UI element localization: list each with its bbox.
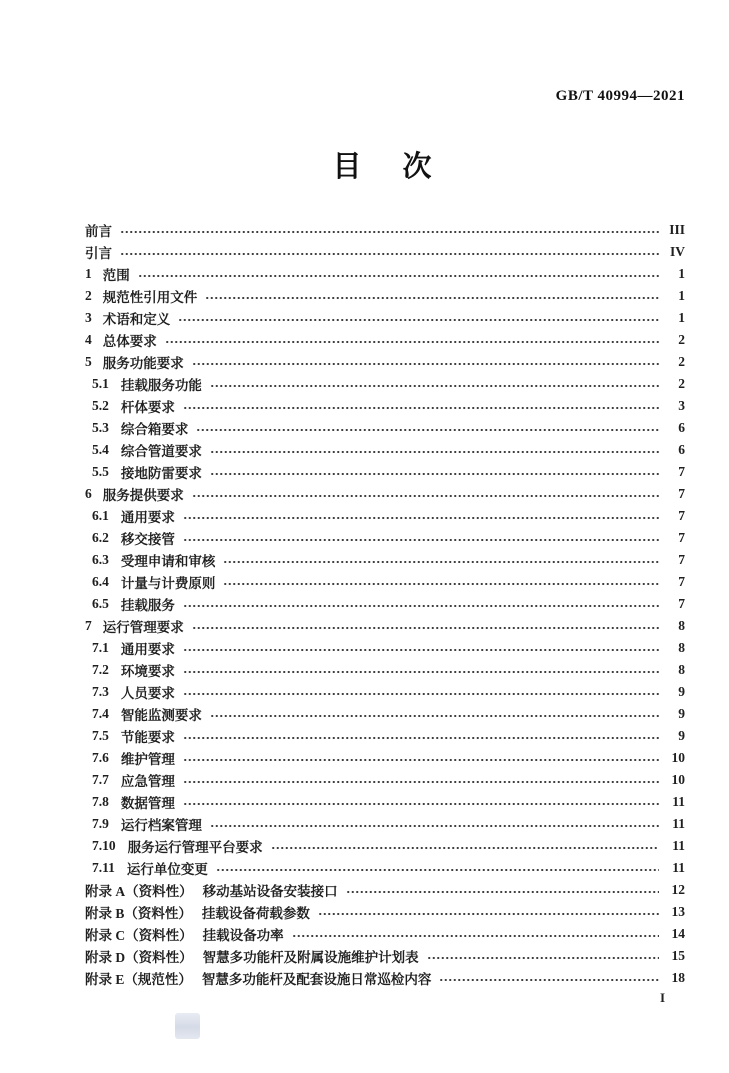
toc-entry-page: 8 — [678, 640, 685, 655]
toc-entry-page: 18 — [671, 970, 685, 985]
toc-entry-number: 6.1 — [92, 508, 109, 523]
dot-leader — [183, 802, 659, 806]
toc-entry-number: 6.3 — [92, 552, 109, 567]
toc-entry — [92, 549, 685, 571]
toc-entry — [92, 527, 685, 549]
toc-entry — [85, 615, 685, 637]
dot-leader — [210, 824, 659, 828]
toc-entry-title: 前言 — [85, 224, 112, 239]
toc-entry-title: 应急管理 — [120, 774, 175, 789]
toc-entry-title: 环境要求 — [120, 664, 175, 679]
toc-entry — [92, 747, 685, 769]
toc-entry-number: 5.2 — [92, 398, 109, 413]
toc-entry-page: 2 — [678, 332, 685, 347]
toc-entry-number: 7.4 — [92, 706, 109, 721]
toc-entry-title: 挂载服务功能 — [120, 378, 202, 393]
toc-entry-number: 6.5 — [92, 596, 109, 611]
toc-entry-title: 移交接管 — [120, 532, 175, 547]
toc-entry-page: 10 — [671, 772, 685, 787]
toc-entry-title: 接地防雷要求 — [120, 466, 202, 481]
toc-entry-number: 7.11 — [92, 860, 115, 875]
toc-entry — [85, 945, 685, 967]
toc-entry-number: 7.6 — [92, 750, 109, 765]
toc-entry-page: 1 — [678, 288, 685, 303]
toc-list — [85, 219, 685, 989]
toc-entry-title: 维护管理 — [120, 752, 175, 767]
dot-leader — [120, 252, 659, 256]
toc-entry — [92, 571, 685, 593]
toc-entry-page: 6 — [678, 420, 685, 435]
dot-leader — [165, 340, 659, 344]
dot-leader — [346, 890, 659, 894]
toc-entry-page: 1 — [678, 266, 685, 281]
toc-entry-title: 通用要求 — [120, 510, 175, 525]
dot-leader — [271, 846, 659, 850]
toc-entry — [85, 967, 685, 989]
toc-entry-number: 7.2 — [92, 662, 109, 677]
toc-entry-page: 2 — [678, 376, 685, 391]
toc-entry-page: 9 — [678, 706, 685, 721]
toc-entry-number: 5.5 — [92, 464, 109, 479]
toc-entry-title: 受理申请和审核 — [120, 554, 216, 569]
toc-entry-page: 12 — [671, 882, 685, 897]
toc-entry-number: 附录 D（资料性） — [85, 950, 193, 965]
toc-entry-page: 11 — [672, 838, 685, 853]
toc-entry — [85, 285, 685, 307]
toc-entry-number: 3 — [85, 310, 92, 325]
dot-leader — [183, 736, 659, 740]
dot-leader — [183, 648, 659, 652]
toc-entry-number: 5.1 — [92, 376, 109, 391]
toc-entry — [85, 219, 685, 241]
dot-leader — [196, 428, 659, 432]
toc-entry-page: 13 — [671, 904, 685, 919]
toc-entry-number: 6 — [85, 486, 92, 501]
toc-entry — [92, 373, 685, 395]
dot-leader — [183, 516, 659, 520]
toc-entry-number: 5.3 — [92, 420, 109, 435]
toc-entry-title: 运行档案管理 — [120, 818, 202, 833]
dot-leader — [223, 560, 659, 564]
toc-entry-title: 服务功能要求 — [102, 356, 184, 371]
toc-entry-title: 总体要求 — [102, 334, 157, 349]
toc-entry-page: 7 — [678, 464, 685, 479]
toc-entry-title: 移动基站设备安装接口 — [202, 884, 338, 899]
toc-entry-title: 术语和定义 — [102, 312, 171, 327]
toc-entry — [85, 923, 685, 945]
dot-leader — [183, 670, 659, 674]
toc-entry-page: 14 — [671, 926, 685, 941]
toc-entry-number: 1 — [85, 266, 92, 281]
dot-leader — [183, 604, 659, 608]
toc-entry-page: 9 — [678, 684, 685, 699]
dot-leader — [439, 978, 659, 982]
toc-entry-number: 7.9 — [92, 816, 109, 831]
toc-entry-page: 7 — [678, 596, 685, 611]
dot-leader — [210, 714, 659, 718]
toc-entry-title: 智慧多功能杆及配套设施日常巡检内容 — [201, 972, 432, 987]
toc-entry — [92, 857, 685, 879]
toc-entry-page: 7 — [678, 574, 685, 589]
dot-leader — [178, 318, 659, 322]
toc-entry-number: 附录 B（资料性） — [85, 906, 192, 921]
toc-entry-page: 10 — [671, 750, 685, 765]
toc-entry-page: 3 — [678, 398, 685, 413]
toc-entry-page: 7 — [678, 552, 685, 567]
toc-entry-title: 服务提供要求 — [102, 488, 184, 503]
toc-entry-page: III — [669, 222, 685, 237]
dot-leader — [216, 868, 659, 872]
toc-entry-title: 人员要求 — [120, 686, 175, 701]
dot-leader — [183, 692, 659, 696]
toc-entry-title: 运行单位变更 — [126, 862, 208, 877]
toc-entry-title: 挂载设备荷载参数 — [201, 906, 310, 921]
dot-leader — [318, 912, 659, 916]
toc-entry — [85, 241, 685, 263]
toc-entry-number: 附录 A（资料性） — [85, 884, 193, 899]
toc-entry-page: 9 — [678, 728, 685, 743]
toc-entry-number: 7.7 — [92, 772, 109, 787]
watermark-logo — [175, 1013, 200, 1039]
toc-entry-title: 挂载服务 — [120, 598, 175, 613]
toc-entry-page: 7 — [678, 530, 685, 545]
dot-leader — [192, 362, 659, 366]
toc-entry — [85, 263, 685, 285]
toc-entry-page: 7 — [678, 486, 685, 501]
toc-entry — [92, 439, 685, 461]
toc-entry-page: 11 — [672, 816, 685, 831]
toc-entry-page: 6 — [678, 442, 685, 457]
toc-entry-number: 5.4 — [92, 442, 109, 457]
toc-entry — [92, 417, 685, 439]
dot-leader — [183, 780, 659, 784]
dot-leader — [183, 758, 659, 762]
toc-entry-title: 运行管理要求 — [102, 620, 184, 635]
toc-entry-title: 节能要求 — [120, 730, 175, 745]
toc-entry-title: 服务运行管理平台要求 — [127, 840, 263, 855]
toc-entry-number: 附录 C（资料性） — [85, 928, 193, 943]
toc-entry — [85, 879, 685, 901]
toc-entry — [92, 681, 685, 703]
dot-leader — [292, 934, 659, 938]
dot-leader — [223, 582, 659, 586]
toc-entry — [92, 791, 685, 813]
dot-leader — [192, 626, 659, 630]
toc-entry-page: 1 — [678, 310, 685, 325]
toc-entry-title: 规范性引用文件 — [102, 290, 198, 305]
toc-entry-number: 5 — [85, 354, 92, 369]
toc-entry — [92, 835, 685, 857]
toc-entry — [92, 813, 685, 835]
toc-entry-page: 11 — [672, 794, 685, 809]
toc-entry-number: 附录 E（规范性） — [85, 972, 192, 987]
dot-leader — [120, 230, 659, 234]
toc-entry-title: 智能监测要求 — [120, 708, 202, 723]
toc-entry — [92, 703, 685, 725]
toc-entry-number: 4 — [85, 332, 92, 347]
dot-leader — [192, 494, 659, 498]
toc-entry-page: 8 — [678, 662, 685, 677]
toc-entry — [92, 637, 685, 659]
toc-entry-page: 8 — [678, 618, 685, 633]
toc-entry — [85, 351, 685, 373]
dot-leader — [138, 274, 659, 278]
toc-entry-title: 计量与计费原则 — [120, 576, 216, 591]
toc-entry — [85, 483, 685, 505]
toc-entry-title: 范围 — [102, 268, 130, 283]
dot-leader — [210, 384, 659, 388]
toc-entry-title: 数据管理 — [120, 796, 175, 811]
toc-entry — [92, 659, 685, 681]
toc-entry — [85, 901, 685, 923]
toc-entry-number: 6.4 — [92, 574, 109, 589]
toc-entry — [92, 461, 685, 483]
toc-entry — [92, 505, 685, 527]
toc-entry-number: 2 — [85, 288, 92, 303]
dot-leader — [427, 956, 659, 960]
toc-entry-number: 7 — [85, 618, 92, 633]
footer-page-number: I — [659, 990, 665, 1005]
dot-leader — [183, 406, 659, 410]
toc-entry-title: 综合箱要求 — [120, 422, 189, 437]
toc-entry-number: 7.10 — [92, 838, 116, 853]
dot-leader — [183, 538, 659, 542]
toc-entry-number: 7.1 — [92, 640, 109, 655]
toc-entry-page: 15 — [671, 948, 685, 963]
toc-entry-title: 智慧多功能杆及附属设施维护计划表 — [202, 950, 419, 965]
toc-entry-page: IV — [669, 244, 685, 259]
dot-leader — [205, 296, 659, 300]
standard-code: GB/T 40994—2021 — [555, 88, 685, 104]
page-title: 目 次 — [332, 151, 438, 183]
toc-entry — [92, 769, 685, 791]
toc-entry-page: 7 — [678, 508, 685, 523]
toc-entry-title: 综合管道要求 — [120, 444, 202, 459]
toc-entry-number: 7.3 — [92, 684, 109, 699]
toc-entry-page: 2 — [678, 354, 685, 369]
toc-entry-number: 7.5 — [92, 728, 109, 743]
dot-leader — [210, 450, 659, 454]
toc-entry-number: 7.8 — [92, 794, 109, 809]
toc-entry-title: 引言 — [85, 246, 112, 261]
toc-entry-page: 11 — [672, 860, 685, 875]
toc-entry-title: 挂载设备功率 — [202, 928, 284, 943]
toc-entry — [92, 593, 685, 615]
dot-leader — [210, 472, 659, 476]
toc-entry — [92, 725, 685, 747]
toc-entry — [92, 395, 685, 417]
toc-entry — [85, 307, 685, 329]
toc-entry-title: 杆体要求 — [120, 400, 175, 415]
toc-entry-number: 6.2 — [92, 530, 109, 545]
toc-entry-title: 通用要求 — [120, 642, 175, 657]
toc-entry — [85, 329, 685, 351]
